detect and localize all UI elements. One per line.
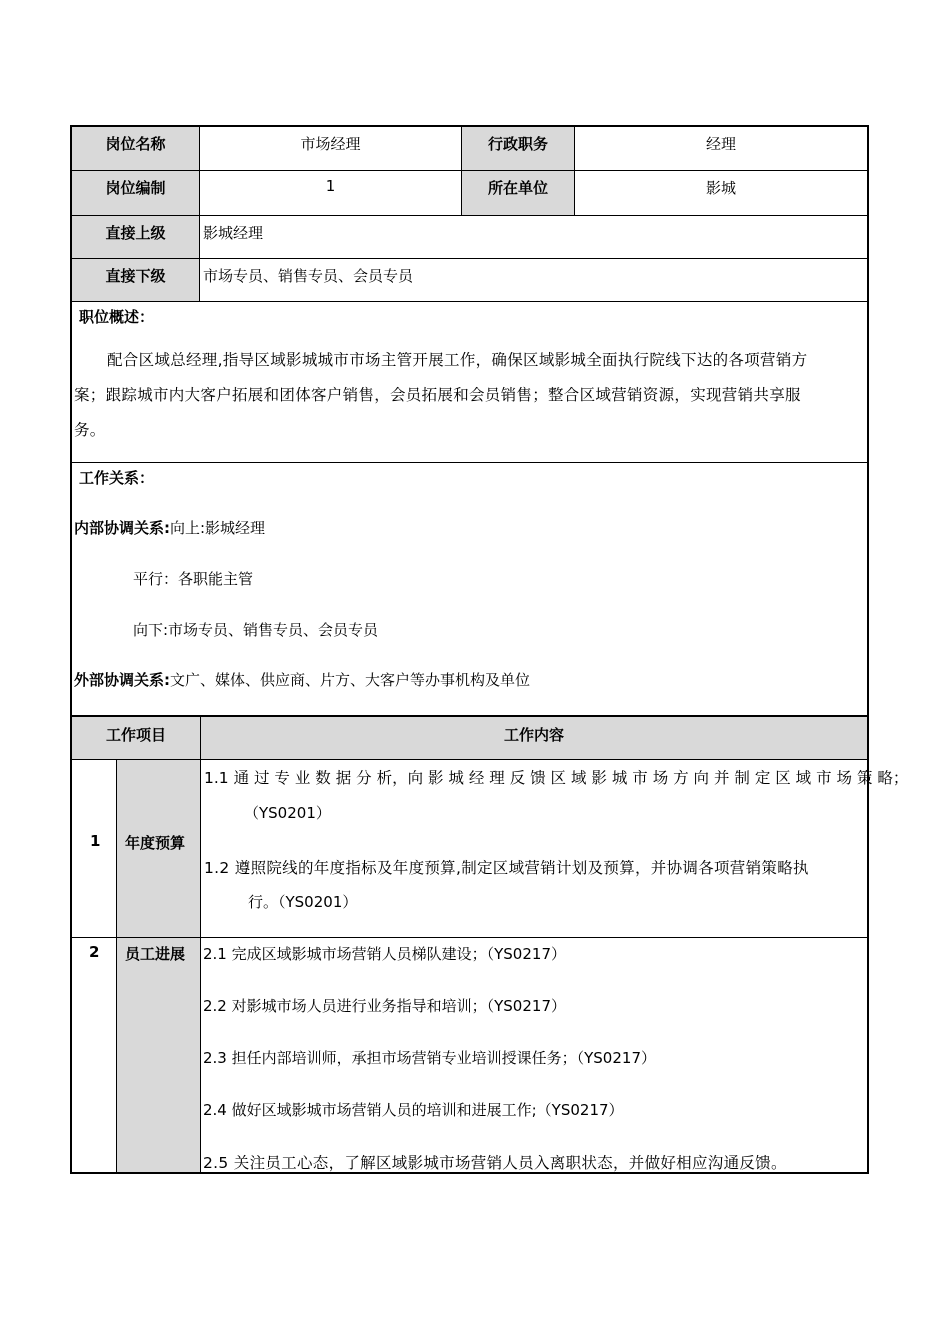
entry-text: 行。（YS0201） [248,893,358,911]
subordinate-value: 市场专员、销售专员、会员专员 [200,259,869,302]
entry-text: 1.2 遵照院线的年度指标及年度预算,制定区域营销计划及预算，并协调各项营销策略执 [204,859,809,877]
admin-title-value: 经理 [575,125,869,171]
entry-text: 1.1 通 过 专 业 数 据 分 析，向 影 城 经 理 反 馈 区 域 影 城 市 场 方 向 并 制 定 区 域 市 场 策 略； [204,769,909,787]
subordinate-label: 直接下级 [70,259,200,302]
position-name-value: 市场经理 [200,125,462,171]
external-relations-label: 外部协调关系: [74,671,170,689]
entry-text: 2.2 对影城市场人员进行业务指导和培训；（YS0217） [203,997,566,1015]
overview-title: 职位概述： [79,308,155,326]
relations-title: 工作关系： [79,469,155,487]
internal-up: 向上:影城经理 [170,519,266,537]
admin-title-label: 行政职务 [462,125,575,171]
external-relations [74,669,530,690]
item-name-cell [117,938,201,1174]
item-name: 年度预算 [125,834,186,852]
superior-label: 直接上级 [70,216,200,259]
headcount-label: 岗位编制 [70,171,200,216]
entry-text: （YS0201） [244,804,331,822]
internal-relations [74,517,265,538]
item-number: 2 [89,943,100,961]
headcount-value: 1 [200,171,462,216]
overview-line: 配合区域总经理,指导区域影城城市市场主管开展工作，确保区域影城全面执行院线下达的各项营销方 [107,351,808,369]
item-number: 1 [90,832,101,850]
item-number-cell [70,938,117,1174]
overview-line: 务。 [74,421,106,439]
position-name-label: 岗位名称 [70,125,200,171]
item-name: 员工进展 [125,945,186,963]
entry-text: 2.3 担任内部培训师，承担市场营销专业培训授课任务；（YS0217） [203,1049,656,1067]
entry-text: 2.1 完成区域影城市场营销人员梯队建设；（YS0217） [203,945,566,963]
internal-peer: 平行：各职能主管 [133,570,254,588]
col-content-header: 工作内容 [201,715,869,760]
entry-text: 2.5 关注员工心态，了解区域影城市场营销人员入离职状态，并做好相应沟通反馈。 [203,1154,787,1172]
superior-value: 影城经理 [200,216,869,259]
entry-text: 2.4 做好区域影城市场营销人员的培训和进展工作;（YS0217） [203,1101,624,1119]
col-project-header: 工作项目 [70,715,201,760]
internal-down: 向下:市场专员、销售专员、会员专员 [133,621,379,639]
unit-value: 影城 [575,171,869,216]
external-value: 文广、媒体、供应商、片方、大客户等办事机构及单位 [170,671,531,689]
unit-label: 所在单位 [462,171,575,216]
internal-relations-label: 内部协调关系: [74,519,170,537]
overview-line: 案；跟踪城市内大客户拓展和团体客户销售，会员拓展和会员销售；整合区域营销资源，实现营销共享服 [74,386,801,404]
